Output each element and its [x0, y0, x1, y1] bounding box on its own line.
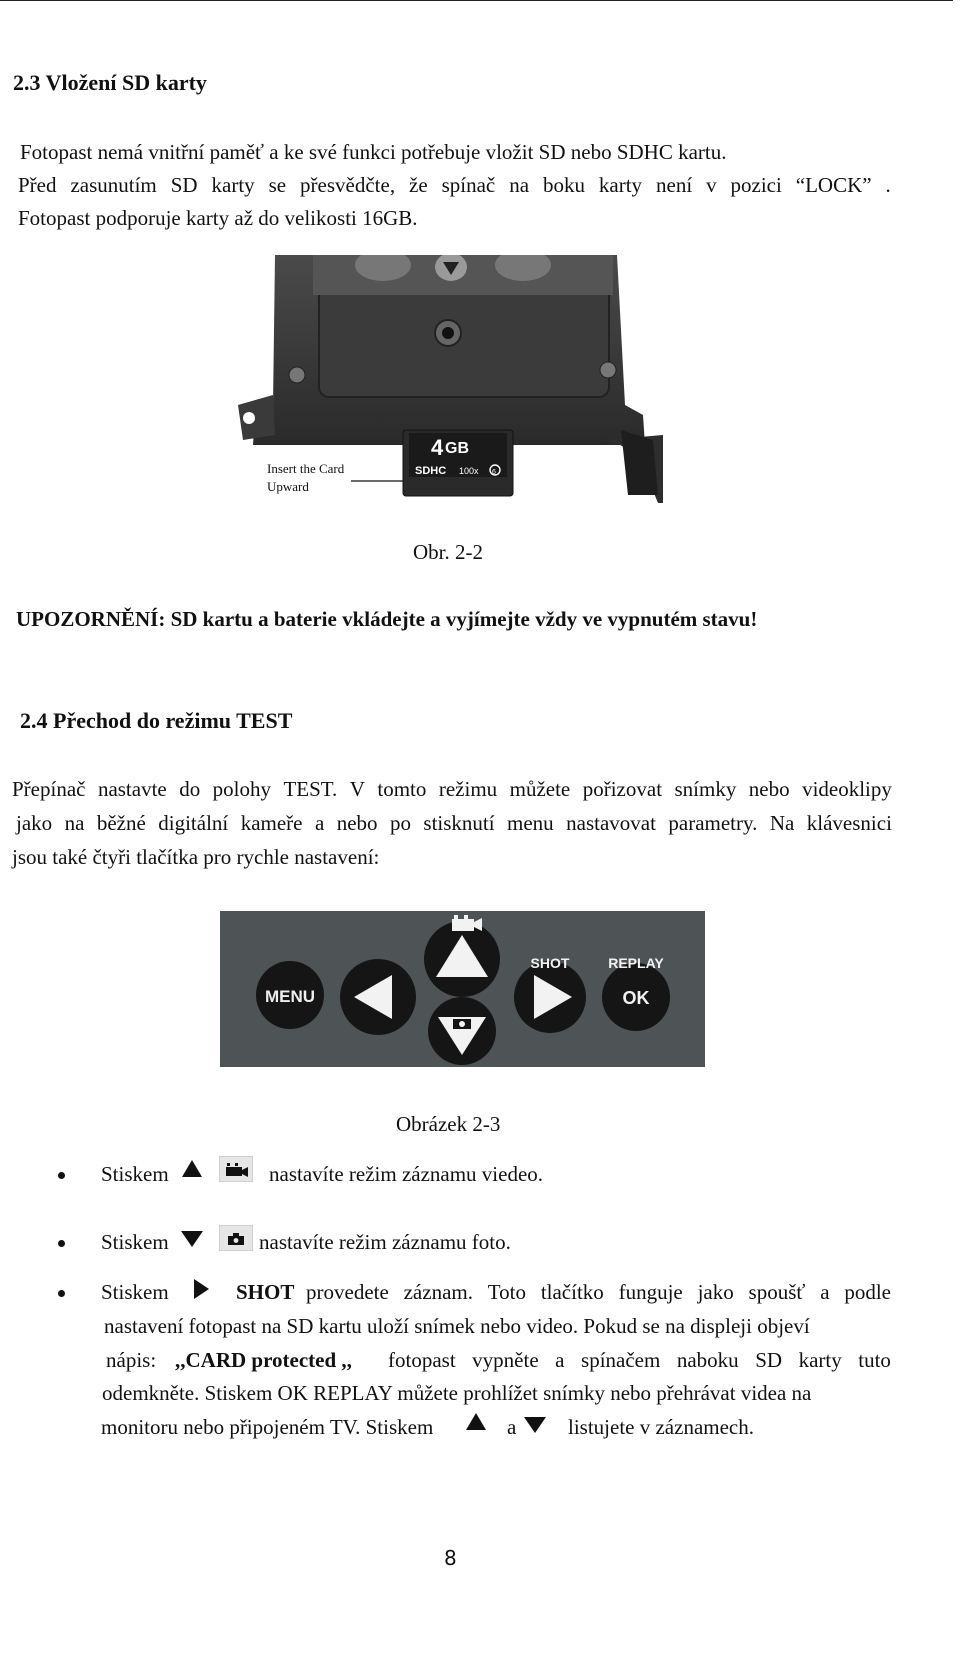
camera-sd-card-photo — [233, 255, 663, 505]
word: jako — [697, 1280, 734, 1304]
card-protected-text: ,,CARD protected ,, — [175, 1348, 352, 1372]
word: SD — [170, 173, 198, 197]
section-2-3-line1: Fotopast nemá vnitřní paměť a ke své funkci potřebuje vložit SD nebo SDHC kartu. — [20, 140, 727, 164]
word: nebo — [748, 777, 790, 801]
word: že — [409, 173, 428, 197]
bullet-dot — [58, 1240, 65, 1247]
figure-2-2-caption: Obr. 2-2 — [413, 540, 483, 564]
bullet-2-prefix: Stiskem — [101, 1230, 169, 1254]
word: můžete — [509, 777, 571, 801]
bullet-2-text: nastavíte režim záznamu foto. — [259, 1230, 511, 1254]
figure-2-3-caption: Obrázek 2-3 — [396, 1112, 501, 1136]
word: a — [820, 1280, 830, 1304]
page-number: 8 — [444, 1546, 457, 1570]
section-2-4-line3: jsou také čtyři tlačítka pro rychle nastavení: — [12, 845, 380, 869]
sd-card-class: 6 — [492, 469, 496, 476]
bullet-3-line3-start: nápis: — [106, 1348, 157, 1372]
word: spoušť — [748, 1280, 806, 1304]
section-2-4-title: 2.4 Přechod do režimu TEST — [20, 708, 293, 733]
word: “LOCK” — [795, 173, 872, 197]
keypad-photo — [220, 911, 705, 1067]
word: SD — [755, 1348, 783, 1372]
top-rule — [0, 0, 953, 1]
word: běžné — [96, 811, 146, 835]
video-camera-icon — [452, 919, 474, 931]
word: . — [885, 173, 891, 197]
insert-card-label-1: Insert the Card — [267, 461, 345, 476]
word: fotopast — [388, 1348, 456, 1372]
warning-notice: UPOZORNĚNÍ: SD kartu a baterie vkládejte a vyjímejte vždy ve vypnutém stavu! — [16, 607, 758, 631]
down-arrow-icon — [524, 1417, 546, 1438]
word: tlačítko — [540, 1280, 604, 1304]
word: naboku — [676, 1348, 739, 1372]
word: na — [509, 173, 530, 197]
sd-card-size: 4 — [431, 435, 444, 460]
word: Před — [18, 173, 57, 197]
up-arrow-icon — [182, 1160, 202, 1182]
bullet-3-line5-and: a — [507, 1415, 517, 1439]
bullet-3-line3-end — [388, 1348, 891, 1373]
word: a — [314, 811, 325, 835]
word: parametry. — [668, 811, 758, 835]
sd-card-type: SDHC — [415, 465, 447, 477]
word: nastavte — [97, 777, 167, 801]
word: tomto — [377, 777, 427, 801]
word: tuto — [858, 1348, 891, 1372]
word: se — [268, 173, 287, 197]
word: funguje — [618, 1280, 683, 1304]
word: záznam. — [403, 1280, 473, 1304]
section-2-4-line2 — [16, 811, 892, 836]
word: jako — [16, 811, 53, 835]
word: polohy — [212, 777, 271, 801]
down-arrow-icon — [181, 1231, 203, 1252]
word: karty — [211, 173, 255, 197]
word: videoklipy — [802, 777, 892, 801]
word: přesvědčte, — [300, 173, 396, 197]
word: do — [179, 777, 201, 801]
word: nebo — [336, 811, 378, 835]
word: boku — [542, 173, 585, 197]
word: pozici — [730, 173, 782, 197]
bullet-dot — [58, 1290, 65, 1297]
bullet-3-line4: odemkněte. Stiskem OK REPLAY můžete prohlížet snímky nebo přehrávat videa na — [102, 1381, 812, 1405]
photo-mode-icon — [219, 1225, 253, 1251]
word: stisknutí — [423, 811, 495, 835]
bullet-3-line5-start: monitoru nebo připojeném TV. Stiskem — [101, 1415, 434, 1439]
sd-card-speed: 100x — [459, 466, 479, 476]
word: TEST. — [283, 777, 338, 801]
bullet-3-prefix: Stiskem — [101, 1280, 169, 1304]
word: po — [389, 811, 411, 835]
word: vypněte — [472, 1348, 539, 1372]
word: kameře — [240, 811, 303, 835]
word: digitální — [158, 811, 229, 835]
word: nastavovat — [566, 811, 656, 835]
word: provedete — [306, 1280, 389, 1304]
bullet-1-prefix: Stiskem — [101, 1162, 169, 1186]
bullet-3-line5-end: listujete v záznamech. — [568, 1415, 754, 1439]
word: klávesnici — [806, 811, 892, 835]
word: není — [656, 173, 693, 197]
shot-keyword: SHOT — [236, 1280, 295, 1304]
word: na — [64, 811, 85, 835]
bullet-dot — [58, 1172, 65, 1179]
word: snímky — [674, 777, 737, 801]
section-2-3-line2 — [18, 173, 891, 198]
word: podle — [844, 1280, 891, 1304]
section-2-4-line1 — [12, 777, 892, 802]
word: V — [349, 777, 365, 801]
word: Na — [769, 811, 795, 835]
word: menu — [507, 811, 554, 835]
word: karty — [598, 173, 643, 197]
up-arrow-icon — [466, 1413, 486, 1435]
shot-label: SHOT — [530, 955, 570, 971]
bullet-1-text: nastavíte režim záznamu viedeo. — [269, 1162, 544, 1186]
ok-button-label: OK — [622, 988, 650, 1008]
word: v — [706, 173, 717, 197]
word: spínač — [441, 173, 496, 197]
word: karty — [798, 1348, 842, 1372]
bullet-3-line2: nastavení fotopast na SD kartu uloží snímek nebo video. Pokud se na displeji objeví — [104, 1314, 810, 1338]
word: pořizovat — [582, 777, 663, 801]
video-mode-icon — [219, 1156, 253, 1182]
word: Toto — [487, 1280, 526, 1304]
sd-card-unit: GB — [445, 440, 469, 457]
bullet-3-line1 — [306, 1280, 891, 1305]
replay-label: REPLAY — [608, 955, 664, 971]
menu-button-label: MENU — [264, 987, 316, 1006]
section-2-3-title: 2.3 Vložení SD karty — [13, 70, 207, 95]
word: Přepínač — [12, 777, 86, 801]
section-2-3-line3: Fotopast podporuje karty až do velikosti 16GB. — [18, 206, 418, 230]
word: a — [555, 1348, 565, 1372]
right-arrow-icon — [194, 1279, 209, 1304]
word: zasunutím — [70, 173, 157, 197]
word: spínačem — [581, 1348, 661, 1372]
word: režimu — [438, 777, 498, 801]
insert-card-label-2: Upward — [267, 479, 309, 494]
